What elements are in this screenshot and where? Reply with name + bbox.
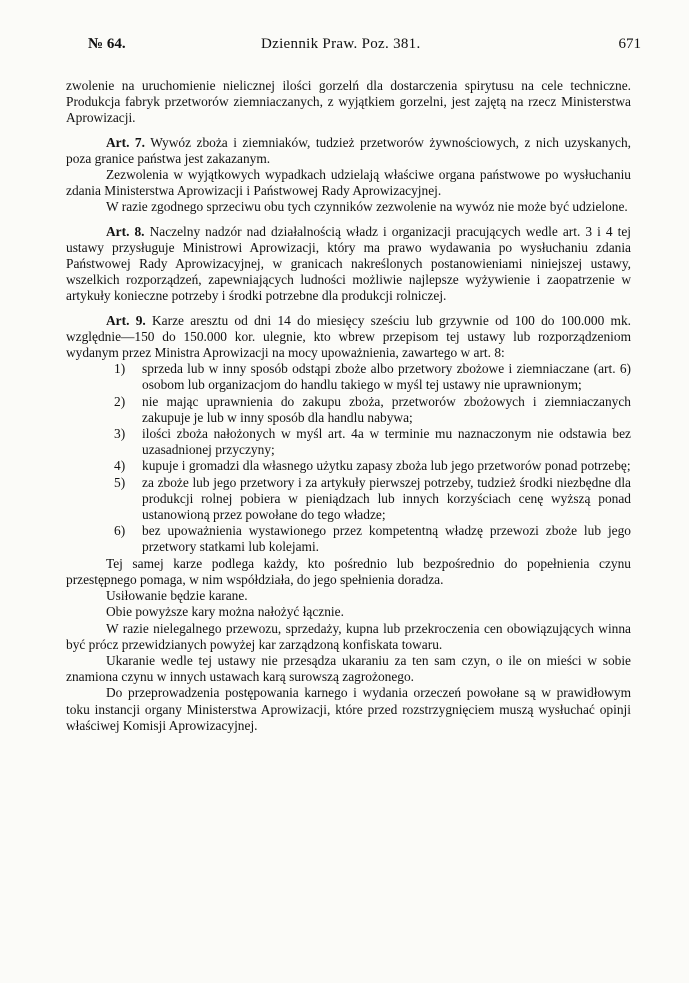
list-item (66, 458, 631, 474)
art9-after-paragraph-6: Do przeprowadzenia postępowania karnego i wydania orzeczeń powołane są w prawidłowym toku instancji organy Ministerstwa Aprowizacji, które przed rozstrzygnięciem muszą wysłuchać opinji właściwej Komisji Aprowizacyjnej. (66, 685, 631, 733)
art9-paragraph (66, 313, 631, 362)
page-body (66, 78, 631, 734)
art7-label: Art. 7. (106, 134, 145, 150)
art9-after-paragraph-3: Obie powyższe kary można nałożyć łącznie. (106, 604, 344, 620)
art9-list (66, 361, 631, 555)
list-item (66, 523, 631, 555)
art8-label: Art. 8. (106, 223, 145, 239)
art9-after-paragraph-2: Usiłowanie będzie karane. (106, 588, 248, 604)
list-item-number: 1) (114, 361, 126, 377)
art8-text: Naczelny nadzór nad działalnością władz i organizacji pracujących wedle art. 3 i 4 tej ustawy przysługuje Ministrowi Aprowizacji, który ma prawo wydawania po wysłuchaniu zdania Państwowej Rady Aprowizacyjnej, w granicach nakreślonych postanowieniami niniejszej ustawy, wszelkich rozporządzeń, zapewniających ludności możliwie najlepsze wyżywienie i zaopatrzenie w artykuły konieczne potrzeby i środki potrzebne dla produkcji rolniczej. (66, 223, 631, 304)
art7-paragraph-3: W razie zgodnego sprzeciwu obu tych czynników zezwolenie na wywóz nie może być udzielone. (106, 199, 628, 215)
art7-paragraph-2: Zezwolenia w wyjątkowych wypadkach udzielają właściwe organa państwowe po wysłuchaniu zdania Ministerstwa Aprowizacji i Państwowej Rady Aprowizacyjnej. (66, 167, 631, 199)
art9-text: Karze aresztu od dni 14 do miesięcy sześciu lub grzywnie od 100 do 100.000 mk. względnie—150 do 150.000 kor. ulegnie, kto wbrew przepisom tej ustawy lub rozporządzeniom wydanym przez Ministra Aprowizacji na mocy upoważnienia, zawartego w art. 8: (66, 312, 631, 361)
intro-paragraph: zwolenie na uruchomienie nielicznej ilości gorzelń dla dostarczenia spirytusu na cele techniczne. Produkcja fabryk przetworów ziemniaczanych, z wyjątkiem gorzelni, jest zajętą na rzecz Ministerstwa Aprowizacji. (66, 78, 631, 126)
list-item (66, 394, 631, 426)
list-item-text: bez upoważnienia wystawionego przez kompetentną władzę przewozi zboże lub jego przetwory statkami lub kolejami. (142, 523, 631, 555)
list-item-text: nie mając uprawnienia do zakupu zboża, przetworów zbożowych i ziemniaczanych zakupuje je lub w inny sposób dla handlu nabywa; (142, 393, 631, 425)
list-item-number: 5) (114, 474, 126, 490)
list-item-text: ilości zboża nałożonych w myśl art. 4a w terminie mu naznaczonym nie odstawia bez uzasadnionej przyczyny; (142, 426, 631, 458)
list-item-text: sprzeda lub w inny sposób odstąpi zboże albo przetwory zbożowe i ziemniaczane (art. 6) osobom lub organizacjom do handlu takiego w myśl tej ustawy nie uprawnionym; (142, 361, 631, 393)
list-item-number: 4) (114, 458, 126, 474)
list-item (66, 475, 631, 524)
art9-label: Art. 9. (106, 312, 146, 328)
list-item (66, 361, 631, 393)
art9-after-paragraph-4: W razie nielegalnego przewozu, sprzedaży, kupna lub przekroczenia cen obowiązujących winna być prócz przewidzianych powyżej kar zarządzoną konfiskata towaru. (66, 620, 631, 652)
journal-title: Dziennik Praw. Poz. 381. (261, 36, 421, 52)
list-item-number: 3) (114, 426, 126, 442)
art9-after-paragraph-1: Tej samej karze podlega każdy, kto pośrednio lub bezpośrednio do popełnienia czynu przestępnego pomaga, w nim współdziała, do jego spełnienia doradza. (66, 555, 631, 587)
issue-number: № 64. (88, 36, 126, 52)
list-item (66, 426, 631, 458)
list-item-text: za zboże lub jego przetwory i za artykuły pierwszej potrzeby, tudzież środki niezbędne dla produkcji rolnej pobiera w pieniądzach lub innych korzyściach cenę wyższą ponad ustanowioną przez powołane do tego władze; (142, 474, 631, 523)
art7-text: Wywóz zboża i ziemniaków, tudzież przetworów żywnościowych, z nich uzyskanych, poza granice państwa jest zakazanym. (66, 134, 632, 166)
page-header (66, 36, 641, 62)
list-item-number: 6) (114, 523, 126, 539)
art8-paragraph (66, 224, 631, 305)
list-item-number: 2) (114, 393, 126, 409)
art9-after-paragraph-5: Ukaranie wedle tej ustawy nie przesądza ukaraniu za ten sam czyn, o ile on mieści w sobie znamiona czynu w innych ustawach karą surowszą zagrożonego. (66, 652, 631, 685)
list-item-text: kupuje i gromadzi dla własnego użytku zapasy zboża lub jego przetworów ponad potrzebę; (142, 458, 631, 474)
page-number: 671 (618, 36, 641, 52)
art7-paragraph (66, 135, 631, 167)
